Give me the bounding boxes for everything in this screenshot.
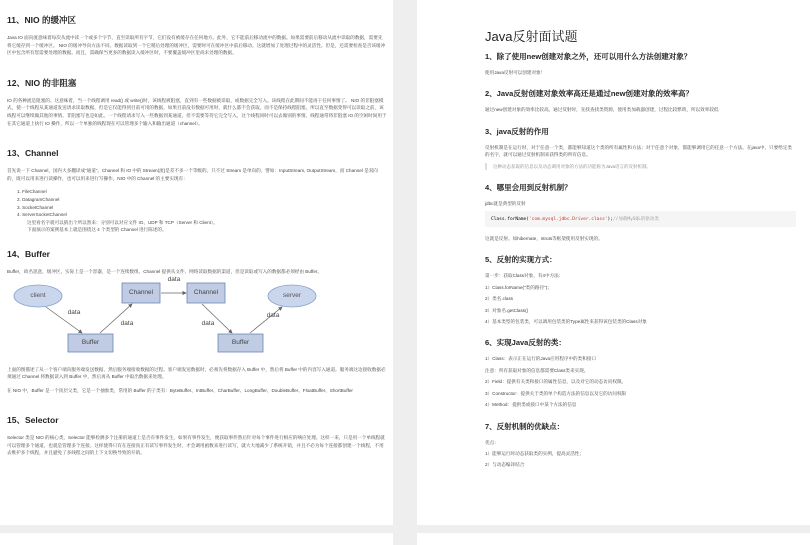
buffer-channel-diagram <box>12 275 342 360</box>
question-5-item: 2）类名.class <box>485 296 514 302</box>
section-15-paragraph: Selector 类是 NIO 的核心类，Selector 能够检测多个注册的通道上是否有事件发生，如果有事件发生，便获取事件然后针对每个事件进行相应的响应处理。这样一来，只是用一个单线程就可以管理多个通道，也就是管理多个连接。这样使得只有在连接真正有读写事件发生时，才会调用函数来进行读写，就大大地减少了系统开销，并且不必为每个连接都创建一个线程，不用去维护多个线程，并且避免了多线程之间的上下文切换导致的开销。 <box>7 435 385 456</box>
channel-left-label: Channel <box>128 288 154 296</box>
question-6-item: 1）Class：表示正在运行的Java应用程序中的类和接口 <box>485 356 597 362</box>
section-12-heading: 12、NIO 的非阻塞 <box>7 77 77 88</box>
question-7-intro: 优点： <box>485 439 499 445</box>
question-4-outro: 这就是反射。如hibernate，struts等框架使用反射实现的。 <box>485 236 603 242</box>
section-14-paragraph: Buffer，故名思意，缓冲区，实际上是一个容器，是一个连续数组。Channel 提供从文件、网络读取数据的渠道，但是读取或写入的数据都必须经由 Buffer。 <box>7 268 323 274</box>
edge-label-data: data <box>120 319 134 327</box>
edge-label-data: data <box>266 311 280 319</box>
edge-label-data: data <box>67 308 81 316</box>
channel-note: 下面演示的案例基本上就是围绕这 4 个类型的 Channel 进行陈述的。 <box>27 227 167 233</box>
question-5-item: 1）Class.forName("类的路径")； <box>485 284 552 290</box>
section-14-paragraph-3: 在 NIO 中，Buffer 是一个顶层父类，它是一个抽象类，常用的 Buffer 的子类有：ByteBuffer、IntBuffer、CharBuffer、LongBuffer、DoubleBuffer、FloatBuffer、ShortBuffer <box>7 387 353 393</box>
question-4-heading: 4、哪里会用到反射机制？ <box>485 182 572 192</box>
question-1-heading: 1、除了使用new创建对象之外，还可以用什么方法创建对象？ <box>485 52 692 61</box>
channel-list-item: 1. FileChannel <box>17 189 47 195</box>
question-6-item: 4）Method：提供类或接口中某个方法的信息 <box>485 402 577 408</box>
code-keyword: Class.forName( <box>491 217 529 223</box>
channel-list-item: 2. DatagramChannel <box>17 196 60 202</box>
edge-channel-buffer <box>202 304 232 333</box>
edge-label-data: data <box>167 275 181 283</box>
question-5-intro: 第一步：获取Class对象，有4中方法： <box>485 273 564 279</box>
buffer-left-label: Buffer <box>81 338 100 346</box>
question-1-answer: 使用Java反射可以创建对象！ <box>485 70 546 75</box>
question-3-quote: 这种动态获取的信息以及动态调用对象的方法的功能称为Java语言的反射机制。 <box>485 163 796 170</box>
question-5-item: 3）对象名.getClass() <box>485 307 529 313</box>
buffer-right-label: Buffer <box>231 338 250 346</box>
code-string: 'com.mysql.jdbc.Driver.class' <box>528 217 608 223</box>
server-label: server <box>282 291 302 299</box>
section-15-heading: 15、Selector <box>7 415 59 426</box>
question-5-item: 4）基本类型的包装类，可以调用包装类的Type属性来获得该包装类的Class对象 <box>485 319 647 325</box>
section-14-paragraph-2: 上面的图描述了从一个客户端向服务端发送数据，然后服务端接收数据的过程。客户端发送数据时，必须先将数据存入 Buffer 中，然后将 Buffer 中的内容写入通道。服务端这边接收数据必须通过 Channel 将数据读入到 Buffer 中，然后再从 Buffer 中取出数据来处理。 <box>7 366 386 380</box>
channel-right-label: Channel <box>193 288 219 296</box>
client-label: client <box>30 291 46 299</box>
question-2-answer: 通过new创建对象的效率比较高。通过反射时，先找查找类资源，使用类加载器创建，过程比较繁琐，所以效率较低 <box>485 107 719 113</box>
question-6-item: 注意：所有获取对象的信息都需要Class类来实现。 <box>485 367 589 373</box>
edge-buffer-server <box>250 307 282 333</box>
section-11-paragraph: Java IO 面向流意味着每次从流中读一个或多个字节，直至读取所有字节，它们没有被缓存在任何地方。此外，它不能前后移动流中的数据。如果需要前后移动从流中读取的数据，需要先将它缓存到一个缓冲区。 NIO 的缓冲导向方法不同。数据读取到一个它稍后处理的缓冲区，需要时可在缓冲区中前后移动。这就增加了处理过程中的灵活性。但是，还需要检查是否该缓冲区中包含所有您需要处理的数据。而且，需确保当更多的数据读入缓冲区时，不要覆盖缓冲区里尚未处理的数据。 <box>7 35 386 56</box>
next-page-stub-right <box>417 533 810 545</box>
question-4-intro: jdbc就是典型的反射 <box>485 200 526 206</box>
question-7-item: 1）能够运行时动态获取类的实例，提高灵活性； <box>485 450 585 456</box>
section-13-paragraph: 首先说一下 Channel，国内大多翻译成“通道”。Channel 和 IO 中的 Stream(流)是差不多一个等级的。只不过 Stream 是单向的，譬如：InputStream, OutputStream，而 Channel 是双向的，既可以用来进行读操作，也可以用来进行写操作。NIO 中的 Channel 的主要实现有： <box>7 168 378 181</box>
question-3-heading: 3、java反射的作用 <box>485 126 549 136</box>
section-12-paragraph: IO 的各种流是阻塞的。这意味着，当一个线程调用 read() 或 write()时，该线程被阻塞，直到有一些数据被读取，或数据完全写入。该线程在此期间不能再干任何事情了。 NIO 的非阻塞模式，使一个线程从某通道发送请求读取数据，但是它仅能得到目前可用的数据，如果目前没有数据可用时，就什么都不会获取。而不是保持线程阻塞，所以直至数据变得可以读取之前，该线程可以继续做其他的事情。非阻塞写也是如此。一个线程请求写入一些数据到某通道，但不需要等待它完全写入，这个线程同时可以去做别的事情。线程通常将非阻塞 IO 的空闲时间用于在其它通道上执行 IO 操作，所以一个单独的线程现在可以管理多个输入和输出通道（channel）。 <box>7 97 387 126</box>
code-comment: //加载MySQL的驱动类 <box>612 217 659 223</box>
question-2-heading: 2、Java反射创建对象效率高还是通过new创建对象的效率高？ <box>485 89 693 99</box>
question-6-item: 2）Field：提供有关类和接口的属性信息，以及对它的动态访问权限。 <box>485 379 627 385</box>
left-document-page <box>0 0 393 525</box>
question-6-item: 3）Constructor：提供关于类的单个构造方法的信息以及它的访问权限 <box>485 390 627 396</box>
code-end: ); <box>607 217 613 223</box>
edge-label-data: data <box>201 319 215 327</box>
section-13-heading: 13、Channel <box>7 148 59 159</box>
question-6-heading: 6、实现Java反射的类： <box>485 338 566 348</box>
right-document-page <box>417 0 810 525</box>
question-7-item: 2）与动态编译结合 <box>485 462 525 468</box>
edge-buffer-channel <box>100 304 132 333</box>
channel-note: 这里看名字就可以猜出个所以然来：分别可以对应文件 IO、UDP 和 TCP（Server 和 Client）。 <box>27 219 218 225</box>
page-title: Java反射面试题 <box>485 29 578 44</box>
channel-list-item: 4. ServerSocketChannel <box>17 212 67 218</box>
section-11-heading: 11、NIO 的缓冲区 <box>7 15 76 25</box>
section-14-heading: 14、Buffer <box>7 248 50 259</box>
code-block <box>485 211 796 227</box>
question-3-answer: 反射机制是在运行时，对于任意一个类，都能够知道这个类的所有属性和方法；对于任意个对象，都能够调用它的任意一个方法。在java中，只要给定类的名字，就可以通过反射机制来获得类的所有信息。 <box>485 144 793 158</box>
question-7-heading: 7、反射机制的优缺点： <box>485 421 565 431</box>
channel-list-item: 3. SocketChannel <box>17 204 54 210</box>
next-page-stub-left <box>0 533 393 545</box>
question-5-heading: 5、反射的实现方式： <box>485 255 557 265</box>
